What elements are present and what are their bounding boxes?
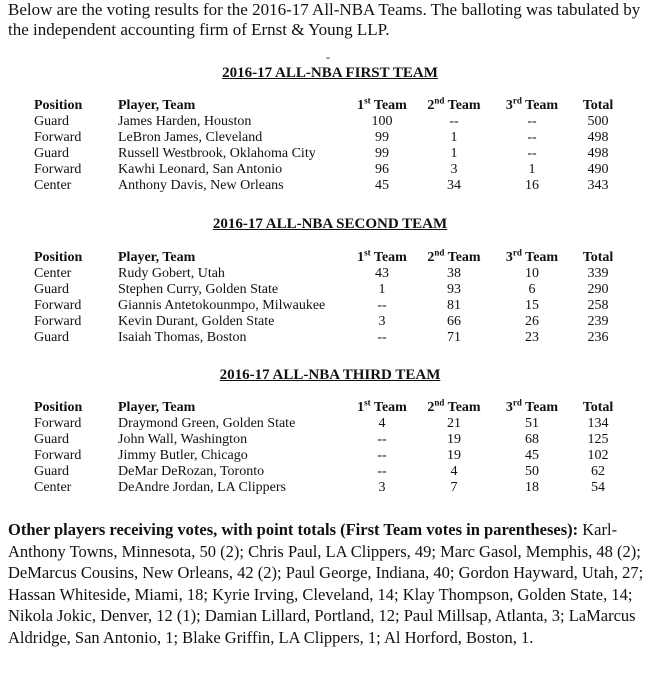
- first-votes-cell: --: [377, 432, 387, 447]
- player-cell: Rudy Gobert, Utah: [118, 266, 225, 281]
- total-cell: 490: [587, 162, 609, 177]
- first-votes-cell: 96: [375, 162, 389, 177]
- second-votes-cell: 81: [447, 298, 461, 313]
- third-votes-cell: 1: [528, 162, 536, 177]
- second-votes-cell: 19: [447, 432, 461, 447]
- position-cell: Center: [34, 480, 72, 495]
- first-votes-cell: --: [377, 330, 387, 345]
- player-cell: Giannis Antetokounmpo, Milwaukee: [118, 298, 326, 313]
- first-team-votes-header: 1st Team: [357, 95, 407, 113]
- table-row: [34, 130, 624, 146]
- second-team-table: [34, 247, 624, 346]
- player-cell: Russell Westbrook, Oklahoma City: [118, 146, 316, 161]
- third-votes-cell: 68: [525, 432, 539, 447]
- total-cell: 290: [587, 282, 609, 297]
- third-votes-cell: 18: [525, 480, 539, 495]
- position-cell: Center: [34, 178, 72, 193]
- third-team-title: 2016-17 ALL-NBA THIRD TEAM: [219, 367, 441, 383]
- first-team-votes-header: 1st Team: [357, 247, 407, 265]
- first-votes-cell: --: [377, 448, 387, 463]
- player-cell: John Wall, Washington: [118, 432, 248, 447]
- player-cell: Kawhi Leonard, San Antonio: [118, 162, 283, 177]
- table-header-row: [34, 250, 624, 266]
- third-team-votes-header: 3rd Team: [505, 247, 559, 265]
- player-header: Player, Team: [118, 400, 196, 415]
- second-team-votes-header: 2nd Team: [427, 397, 481, 415]
- position-cell: Forward: [34, 130, 82, 145]
- total-cell: 239: [587, 314, 609, 329]
- table-row: [34, 266, 624, 282]
- separator-mark: -: [326, 50, 330, 64]
- table-row: [34, 178, 624, 194]
- player-cell: Kevin Durant, Golden State: [118, 314, 275, 329]
- third-team-votes-header: 3rd Team: [505, 397, 559, 415]
- third-votes-cell: 6: [528, 282, 536, 297]
- first-team-table: [34, 95, 624, 194]
- table-row: [34, 146, 624, 162]
- player-header: Player, Team: [118, 250, 196, 265]
- other-votes-list: Karl-Anthony Towns, Minnesota, 50 (2); Chris Paul, LA Clippers, 49; Marc Gasol, Memphis, 48 (2); DeMarcus Cousins, New Orleans, 42 (2); Paul George, Indiana, 40; Gordon Hayward, Utah, 27; Hassan Whiteside, Miami, 18; Kyrie Irving, Cleveland, 14; Klay Thompson, Golden State, 14; Nikola Jokic, Denver, 12 (1); Damian Lillard, Portland, 12; Paul Millsap, Atlanta, 3; LaMarcus Aldridge, San Antonio, 1; Blake Griffin, LA Clippers, 1; Al Horford, Boston, 1.: [8, 520, 644, 647]
- first-votes-cell: --: [377, 464, 387, 479]
- third-votes-cell: --: [527, 130, 537, 145]
- second-votes-cell: 1: [450, 130, 458, 145]
- second-team-title: 2016-17 ALL-NBA SECOND TEAM: [212, 216, 448, 232]
- first-votes-cell: 99: [375, 130, 389, 145]
- table-row: [34, 298, 624, 314]
- second-votes-cell: 1: [450, 146, 458, 161]
- player-cell: LeBron James, Cleveland: [118, 130, 263, 145]
- position-cell: Center: [34, 266, 72, 281]
- first-votes-cell: 3: [378, 314, 386, 329]
- second-votes-cell: 71: [447, 330, 461, 345]
- total-cell: 62: [591, 464, 605, 479]
- third-votes-cell: 50: [525, 464, 539, 479]
- third-votes-cell: --: [527, 114, 537, 129]
- total-cell: 343: [587, 178, 609, 193]
- position-cell: Guard: [34, 114, 69, 129]
- player-cell: James Harden, Houston: [118, 114, 252, 129]
- total-cell: 102: [587, 448, 609, 463]
- table-row: [34, 330, 624, 346]
- third-votes-cell: --: [527, 146, 537, 161]
- player-cell: DeMar DeRozan, Toronto: [118, 464, 265, 479]
- second-votes-cell: 3: [450, 162, 458, 177]
- first-votes-cell: 1: [378, 282, 386, 297]
- player-header: Player, Team: [118, 98, 196, 113]
- table-row: [34, 448, 624, 464]
- position-cell: Guard: [34, 464, 69, 479]
- player-cell: Draymond Green, Golden State: [118, 416, 296, 431]
- second-votes-cell: 7: [450, 480, 458, 495]
- second-votes-cell: 93: [447, 282, 461, 297]
- first-team-title: 2016-17 ALL-NBA FIRST TEAM: [222, 65, 438, 81]
- first-team-votes-header: 1st Team: [357, 397, 407, 415]
- position-cell: Guard: [34, 282, 69, 297]
- player-cell: DeAndre Jordan, LA Clippers: [118, 480, 286, 495]
- first-votes-cell: 100: [371, 114, 393, 129]
- total-cell: 498: [587, 130, 609, 145]
- third-votes-cell: 23: [525, 330, 539, 345]
- other-votes-paragraph: [8, 519, 656, 648]
- third-team-table: [34, 397, 624, 496]
- total-cell: 258: [587, 298, 609, 313]
- table-row: [34, 114, 624, 130]
- position-header: Position: [34, 98, 83, 113]
- position-cell: Guard: [34, 330, 69, 345]
- player-cell: Jimmy Butler, Chicago: [118, 448, 248, 463]
- total-cell: 500: [587, 114, 609, 129]
- table-row: [34, 416, 624, 432]
- table-row: [34, 464, 624, 480]
- table-header-row: [34, 98, 624, 114]
- first-votes-cell: 99: [375, 146, 389, 161]
- table-row: [34, 282, 624, 298]
- player-cell: Isaiah Thomas, Boston: [118, 330, 247, 345]
- second-votes-cell: --: [449, 114, 459, 129]
- position-header: Position: [34, 250, 83, 265]
- total-cell: 339: [587, 266, 609, 281]
- table-row: [34, 162, 624, 178]
- second-team-votes-header: 2nd Team: [427, 247, 481, 265]
- first-votes-cell: 3: [378, 480, 386, 495]
- table-row: [34, 314, 624, 330]
- other-votes-heading: Other players receiving votes, with point totals (First Team votes in parentheses):: [8, 520, 579, 539]
- total-header: Total: [582, 98, 614, 113]
- first-votes-cell: --: [377, 298, 387, 313]
- player-cell: Stephen Curry, Golden State: [118, 282, 279, 297]
- table-header-row: [34, 400, 624, 416]
- position-cell: Forward: [34, 314, 82, 329]
- total-cell: 125: [587, 432, 609, 447]
- position-header: Position: [34, 400, 83, 415]
- position-cell: Forward: [34, 162, 82, 177]
- total-header: Total: [582, 400, 614, 415]
- third-votes-cell: 16: [525, 178, 539, 193]
- position-cell: Forward: [34, 448, 82, 463]
- player-cell: Anthony Davis, New Orleans: [118, 178, 284, 193]
- intro-text: Below are the voting results for the 2016-17 All-NBA Teams. The balloting was tabulated by the independent accounting firm of Ernst & Young LLP.: [8, 0, 641, 39]
- second-votes-cell: 66: [447, 314, 461, 329]
- second-votes-cell: 4: [450, 464, 458, 479]
- third-votes-cell: 10: [525, 266, 539, 281]
- third-votes-cell: 26: [525, 314, 539, 329]
- position-cell: Forward: [34, 298, 82, 313]
- second-votes-cell: 34: [447, 178, 461, 193]
- position-cell: Guard: [34, 432, 69, 447]
- table-row: [34, 432, 624, 448]
- total-cell: 134: [587, 416, 609, 431]
- second-team-votes-header: 2nd Team: [427, 95, 481, 113]
- third-votes-cell: 45: [525, 448, 539, 463]
- position-cell: Guard: [34, 146, 69, 161]
- first-votes-cell: 45: [375, 178, 389, 193]
- second-votes-cell: 38: [447, 266, 461, 281]
- first-votes-cell: 43: [375, 266, 389, 281]
- position-cell: Forward: [34, 416, 82, 431]
- total-cell: 498: [587, 146, 609, 161]
- third-votes-cell: 51: [525, 416, 539, 431]
- second-votes-cell: 19: [447, 448, 461, 463]
- total-cell: 236: [587, 330, 609, 345]
- table-row: [34, 480, 624, 496]
- total-cell: 54: [591, 480, 605, 495]
- third-votes-cell: 15: [525, 298, 539, 313]
- total-header: Total: [582, 250, 614, 265]
- third-team-votes-header: 3rd Team: [505, 95, 559, 113]
- second-votes-cell: 21: [447, 416, 461, 431]
- first-votes-cell: 4: [378, 416, 386, 431]
